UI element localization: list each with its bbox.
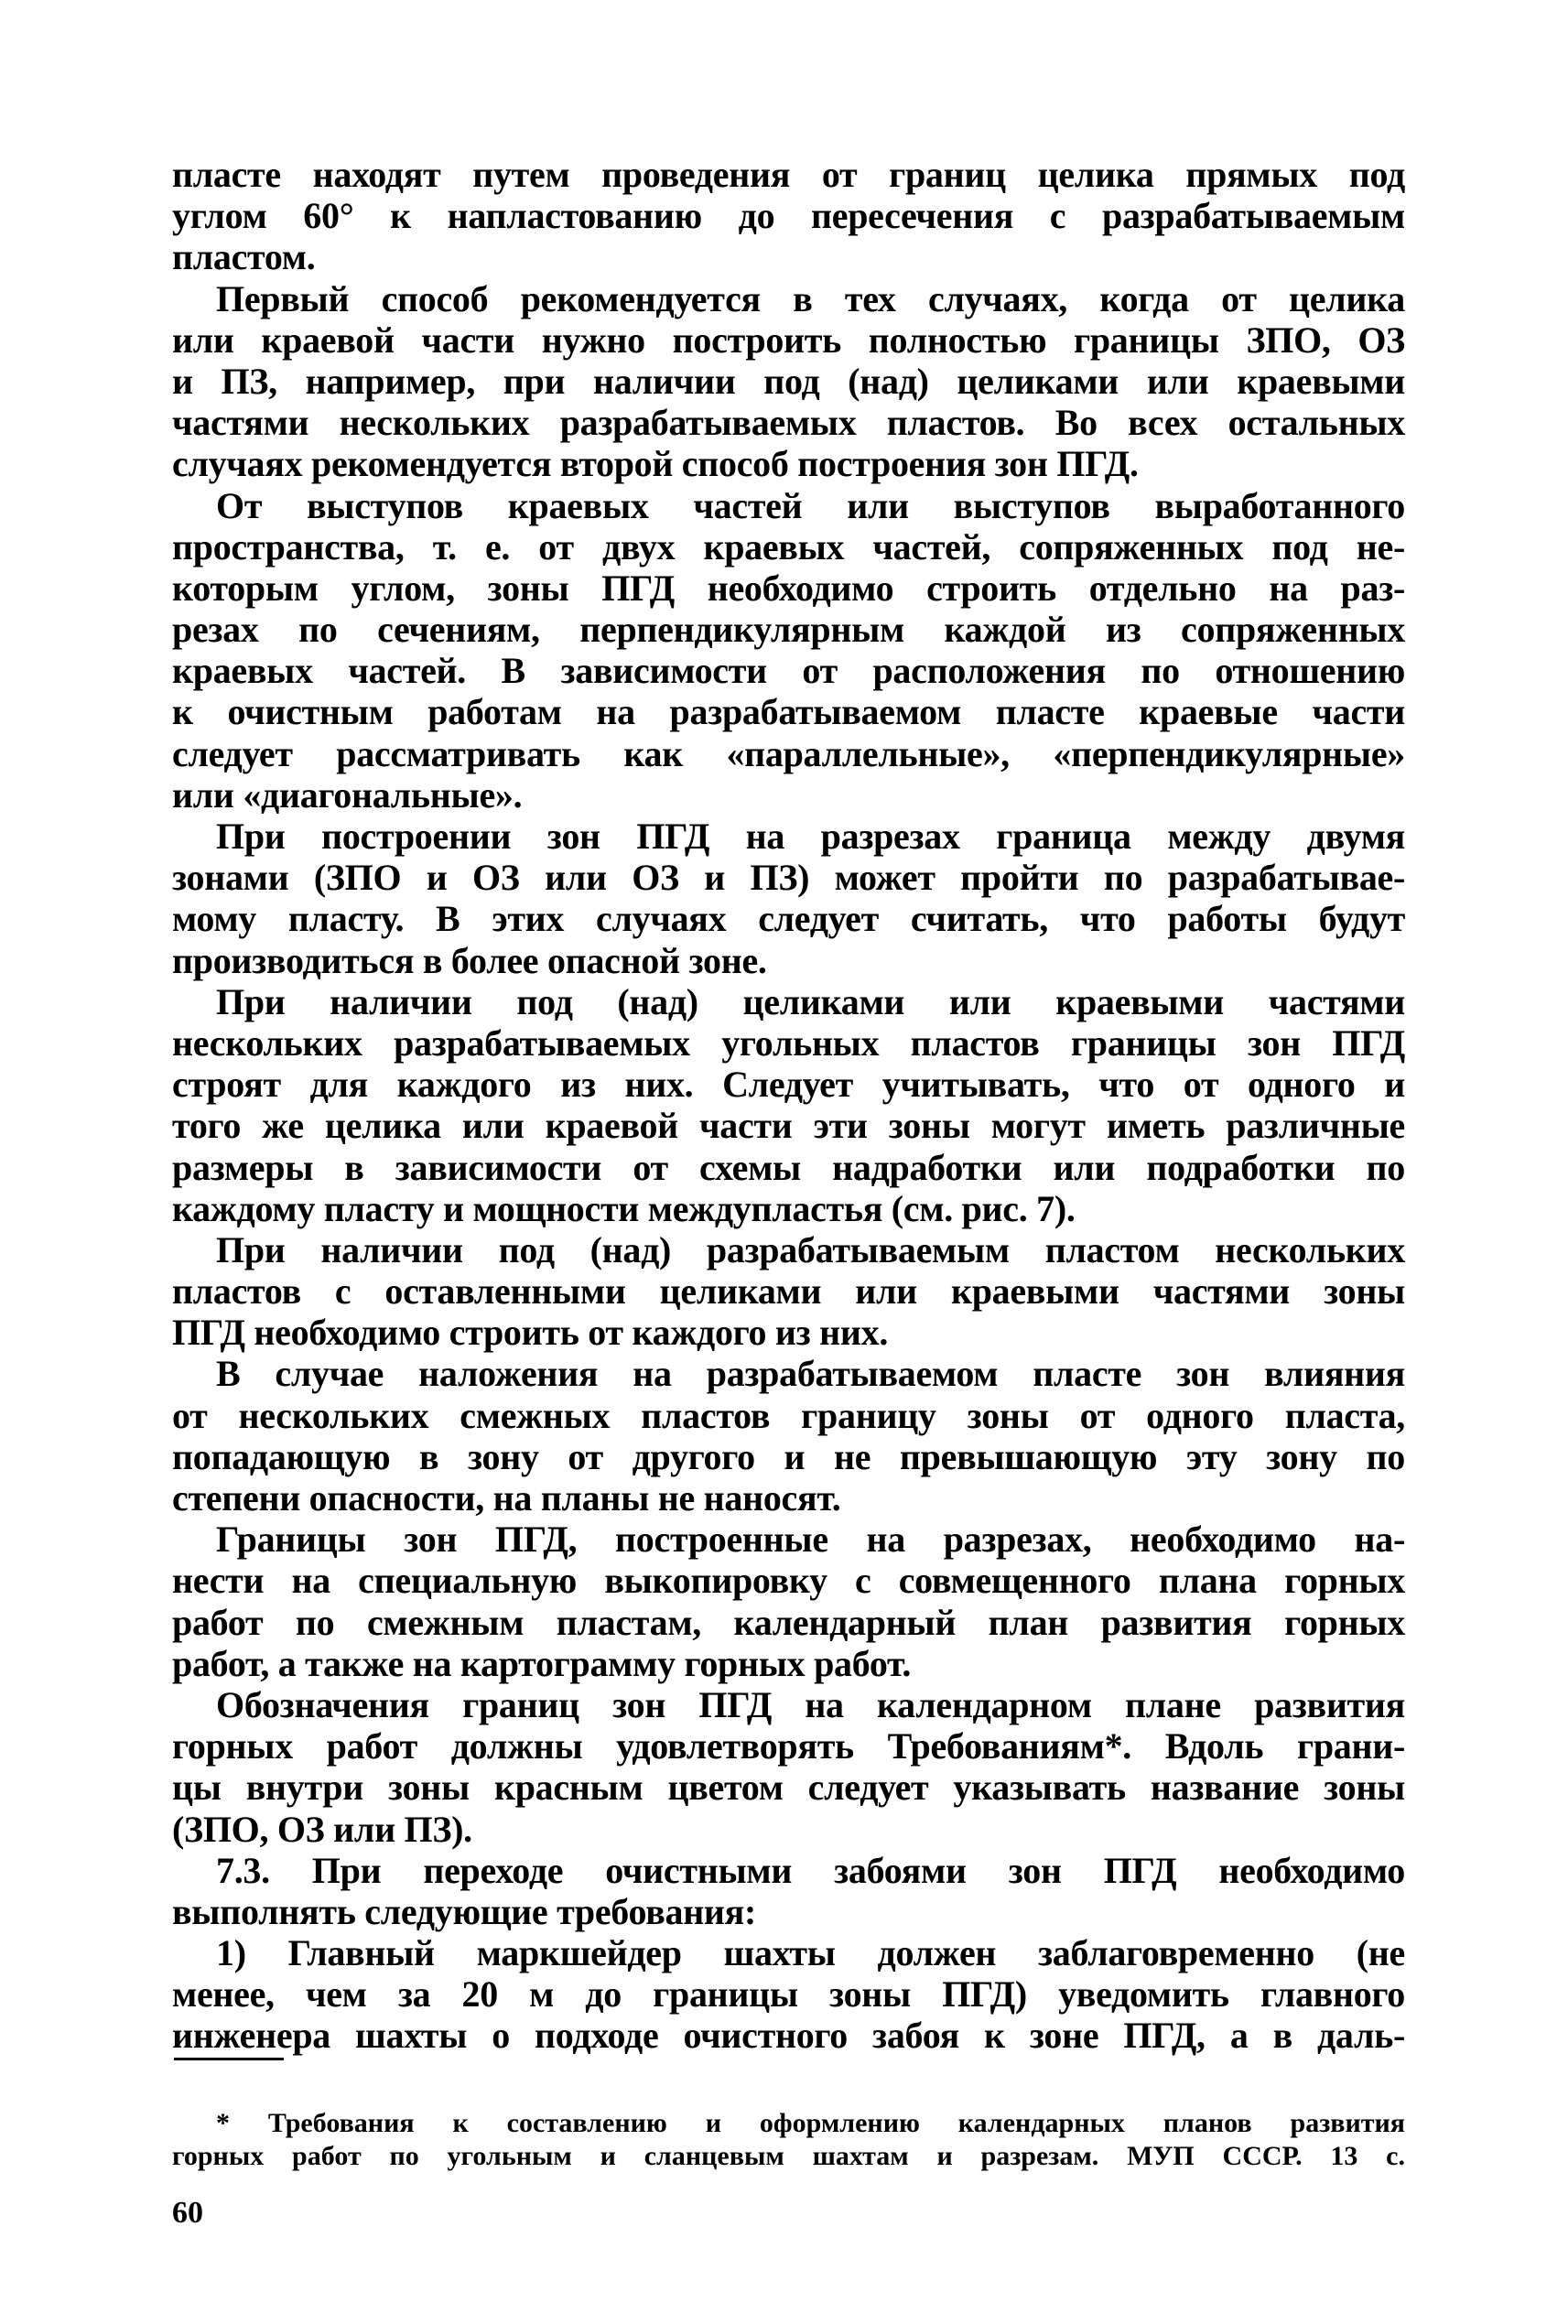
text-line: (ЗПО, ОЗ или ПЗ). [172,1808,472,1850]
footnote [172,2107,1405,2173]
paragraph [172,1353,1405,1519]
text-line: горных работ должны удовлетворять Требованиям*. Вдоль грани- [172,1725,1405,1767]
text-line: частями нескольких разрабатываемых пластов. Во всех остальных [172,402,1405,444]
paragraph [172,278,1405,485]
text-line: случаях рекомендуется второй способ построения зон ПГД. [172,443,1139,485]
text-line: Границы зон ПГД, построенные на разрезах, необходимо на- [216,1519,1405,1561]
footnote-line: * Требования к составлению и оформлению календарных планов развития [216,2108,1405,2138]
text-line: или «диагональные». [172,773,523,816]
paragraph [172,154,1405,278]
text-line: инженера шахты о подходе очистного забоя к зоне ПГД, а в даль- [172,2015,1405,2057]
text-line: мому пласту. В этих случаях следует считать, что работы будут [172,898,1405,940]
paragraph [172,1229,1405,1354]
text-line: нести на специальную выкопировку с совмещенного плана горных [172,1560,1405,1602]
text-line: или краевой части нужно построить полностью границы ЗПО, ОЗ [172,319,1405,361]
text-line: которым углом, зоны ПГД необходимо строить отдельно на раз- [172,567,1405,609]
footnote-divider [174,2058,284,2060]
text-line: Обозначения границ зон ПГД на календарном плане развития [216,1683,1405,1725]
text-line: степени опасности, на планы не наносят. [172,1477,841,1519]
footnote-line: горных работ по угольным и сланцевым шахтам и разрезам. МУП СССР. 13 с. [172,2141,1405,2171]
paragraph [172,1684,1405,1850]
text-line: к очистным работам на разрабатываемом пласте краевые части [172,691,1405,733]
text-line: ПГД необходимо строить от каждого из них. [172,1312,889,1354]
text-line: работ по смежным пластам, календарный план развития горных [172,1601,1405,1643]
paragraph [172,1519,1405,1684]
text-line: нескольких разрабатываемых угольных пластов границы зон ПГД [172,1021,1405,1064]
paragraph [172,1932,1405,2057]
text-line: 1) Главный маркшейдер шахты должен заблаговременно (не [216,1932,1405,1974]
text-line: цы внутри зоны красным цветом следует указывать название зоны [172,1767,1405,1809]
text-line: производиться в более опасной зоне. [172,939,767,981]
text-line: пластов с оставленными целиками или краевыми частями зоны [172,1270,1405,1313]
paragraph [172,981,1405,1229]
text-line: углом 60° к напластованию до пересечения с разрабатываемым [172,195,1405,237]
paragraph [172,816,1405,981]
text-line: выполнять следующие требования: [172,1890,757,1932]
text-line: менее, чем за 20 м до границы зоны ПГД) уведомить главного [172,1973,1405,2016]
text-line: резах по сечениям, перпендикулярным каждой из сопряженных [172,609,1405,651]
text-line: работ, а также на картограмму горных работ. [172,1642,912,1684]
body-text [172,154,1405,2057]
text-line: При наличии под (над) разрабатываемым пластом нескольких [216,1228,1405,1270]
text-line: пластом. [172,236,316,278]
text-line: того же целика или краевой части эти зоны могут иметь различные [172,1105,1405,1147]
text-line: При построении зон ПГД на разрезах граница между двумя [216,816,1405,857]
text-line: размеры в зависимости от схемы надработки или подработки по [172,1146,1405,1188]
page-number: 60 [172,2196,203,2230]
text-line: следует рассматривать как «параллельные», «перпендикулярные» [172,732,1405,774]
text-line: каждому пласту и мощности междупластья (см. рис. 7). [172,1187,1076,1229]
paragraph [172,1850,1405,1932]
text-line: и ПЗ, например, при наличии под (над) целиками или краевыми [172,360,1405,402]
text-line: Первый способ рекомендуется в тех случаях, когда от целика [216,277,1405,319]
text-line: от нескольких смежных пластов границу зоны от одного пласта, [172,1394,1405,1436]
text-line: В случае наложения на разрабатываемом пласте зон влияния [216,1353,1405,1395]
text-line: От выступов краевых частей или выступов выработанного [216,484,1405,526]
text-line: пласте находят путем проведения от границ целика прямых под [172,154,1405,195]
text-line: строят для каждого из них. Следует учитывать, что от одного и [172,1064,1405,1106]
text-line: попадающую в зону от другого и не превышающую эту зону по [172,1435,1405,1477]
paragraph [172,485,1405,816]
text-line: краевых частей. В зависимости от расположения по отношению [172,650,1405,692]
text-line: зонами (ЗПО и ОЗ или ОЗ и ПЗ) может пройти по разрабатывае- [172,857,1405,899]
text-line: При наличии под (над) целиками или краевыми частями [216,980,1405,1022]
text-line: 7.3. При переходе очистными забоями зон ПГД необходимо [216,1849,1405,1891]
text-line: пространства, т. е. от двух краевых частей, сопряженных под не- [172,525,1405,567]
